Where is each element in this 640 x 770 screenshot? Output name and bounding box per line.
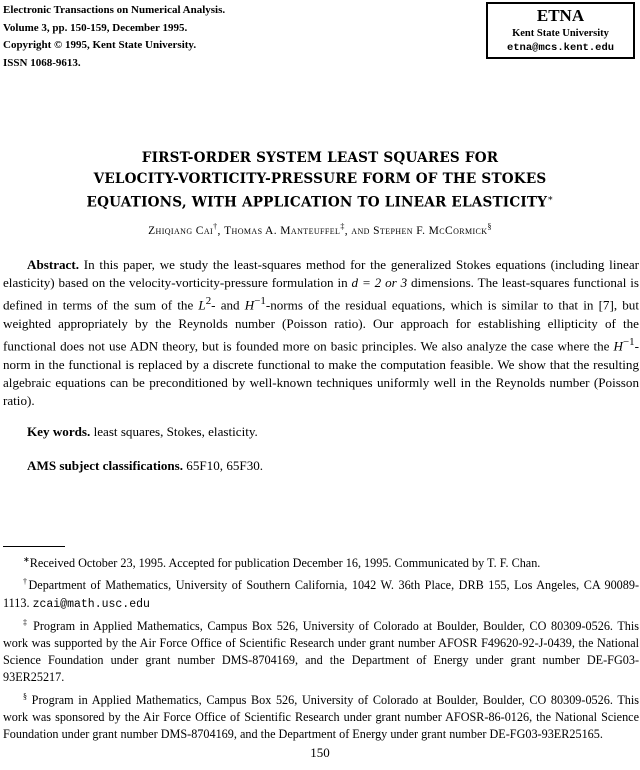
author-cai-mark: † [213,222,218,231]
abstract-l: L [198,297,206,313]
abstract-h2-sup: −1 [623,336,635,349]
paper-title [20,148,620,213]
abstract-h2: H [613,338,624,354]
author-mccormick-mark: § [487,222,492,231]
footnote-mccormick [3,688,639,744]
abstract-text-1: In this paper, we study the least-squares method for the generalized Stokes equations (including linear elasticity) based on the velocity-vorticity-pressure formulation in [3,257,639,291]
abstract-h1: H [244,297,255,313]
volume-info: Volume 3, pp. 150-159, December 1995. [3,21,188,34]
ams-label: AMS subject classifications. [27,458,184,473]
author-manteuffel-mark: ‡ [340,222,345,231]
issn-line: ISSN 1068-9613. [3,56,81,69]
footnote-manteuffel-text: Program in Applied Mathematics, Campus Box 526, University of Colorado at Boulder, Boulder, CO 80309-0526. This work was supported by the Air Force Office of Scientific Research under grant number AFOSR F49620-92-J-0439, the National Science Foundation under grant number DMS-8704169, and the Department of Energy under grant number DE-FG03-93ER25217. [3,618,639,685]
title-line-3-text: EQUATIONS, WITH APPLICATION TO LINEAR ELASTICITY [86,194,548,211]
ams-text: 65F10, 65F30. [183,458,264,473]
author-mccormick: Stephen F. McCormick [373,224,488,237]
title-line-1: FIRST-ORDER SYSTEM LEAST SQUARES FOR [141,150,499,166]
abstract-text-2: dimensions. The least-squares functional is defined in terms of the sum of the [3,275,639,313]
journal-header [3,2,225,72]
abstract-dim: d = 2 or 3 [351,275,408,291]
abstract-label: Abstract. [27,257,79,272]
key-words-text: least squares, Stokes, elasticity. [90,424,258,439]
author-manteuffel: Thomas A. Manteuffel [224,224,341,237]
footnote-manteuffel [3,614,639,687]
footnote-cai-email: zcai@math.usc.edu [32,597,150,611]
footnote-received-text: Received October 23, 1995. Accepted for publication December 16, 1995. Communicated by T. F. Chan. [29,556,541,571]
page-number: 150 [310,745,330,760]
etna-university: Kent State University [512,28,609,39]
etna-box [486,2,635,59]
abstract [3,256,639,410]
footnote-cai-text: Department of Mathematics, University of Southern California, 1042 W. 36th Place, DRB 155, Los Angeles, CA 90089-1113. [3,578,640,610]
abstract-l-sup: 2 [205,295,212,308]
author-conjunction: , and [344,224,374,237]
footnotes [3,551,639,744]
footnote-cai-mark: † [23,577,29,587]
etna-name: ETNA [536,6,585,25]
footnote-received [3,551,639,572]
abstract-text-4: -norms of the residual equations, which is similar to that in [7], but weighted appropriately by the Reynolds number (Poisson ratio). Our approach for establishing ellipticity of the functional does not use ADN theory, but is founded more on basic principles. We also analyze the case where the [3,297,639,354]
title-line-3 [20,189,620,213]
key-words [27,424,258,440]
key-words-label: Key words. [27,424,91,439]
abstract-text-5: -norm in the functional is replaced by a discrete functional to make the computation feasible. We show that the resulting algebraic equations can be preconditioned by well-known techniques uniformly well in the Reynolds number (Poisson ratio). [3,338,639,409]
author-list: Zhiqiang Cai†, Thomas A. Manteuffel‡, and Stephen F. McCormick§ [148,222,492,237]
ams-classification [27,458,263,474]
footnote-mccormick-text: Program in Applied Mathematics, Campus Box 526, University of Colorado at Boulder, Boulder, CO 80309-0526. This work was sponsored by the Air Force Office of Scientific Research under grant number AFOSR-86-0126, the National Science Foundation under grant number DMS-8704169, and the Department of Energy under grant number DE-FG03-93ER25165. [3,692,639,742]
footnote-manteuffel-mark: ‡ [23,617,29,627]
etna-email: etna@mcs.kent.edu [506,42,615,54]
footnote-rule [3,546,65,547]
footnote-cai [3,573,639,612]
author-cai: Zhiqiang Cai [148,224,214,237]
title-line-2: VELOCITY-VORTICITY-PRESSURE FORM OF THE STOKES [93,170,547,187]
abstract-text-3: - and [211,297,245,313]
footnote-mccormick-mark: § [23,691,27,701]
title-footnote-mark: ∗ [547,194,554,204]
journal-name: Electronic Transactions on Numerical Analysis. [3,4,226,16]
abstract-h1-sup: −1 [254,295,266,308]
footnote-received-mark: ∗ [23,555,30,564]
copyright-line: Copyright © 1995, Kent State University. [3,39,197,51]
